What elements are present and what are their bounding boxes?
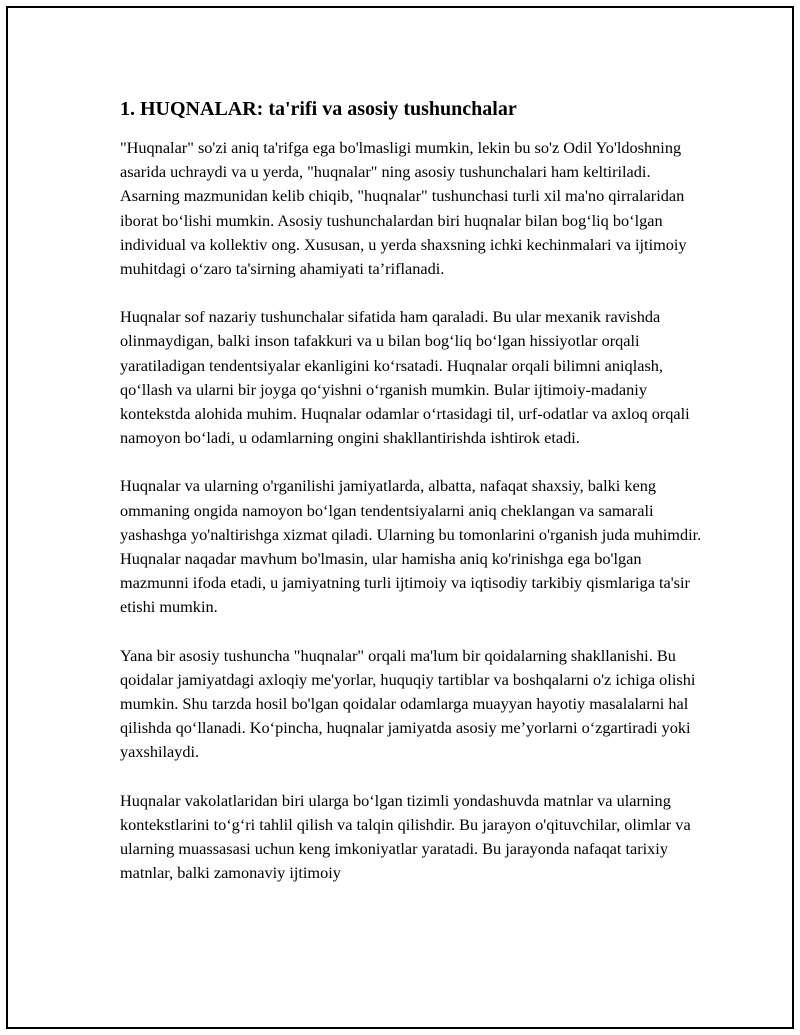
paragraph-1: "Huqnalar" so'zi aniq ta'rifga ega bo'lmasligi mumkin, lekin bu so'z Odil Yo'ldoshning asarida uchraydi va u yerda, "huqnalar" ning asosiy tushunchalari ham keltiriladi. Asarning mazmunidan kelib chiqib, "huqnalar" tushunchasi turli xil ma'no qirralaridan iborat bo‘lishi mumkin. Asosiy tushunchalardan biri huqnalar bilan bog‘liq bo‘lgan individual va kollektiv ong. Xususan, u yerda shaxsning ichki kechinmalari va ijtimoiy muhitdagi o‘zaro ta'sirning ahamiyati ta’riflanadi. (120, 138, 687, 279)
paragraph-2: Huqnalar sof nazariy tushunchalar sifatida ham qaraladi. Bu ular mexanik ravishda olinmaydigan, balki inson tafakkuri va u bilan bog‘liq bo‘lgan hissiyotlar orqali yaratiladigan tendentsiyalar ekanligini ko‘rsatadi. Huqnalar orqali bilimni aniqlash, qo‘llash va ularni bir joyga qo‘yishni o‘rganish mumkin. Bular ijtimoiy-madaniy kontekstda alohida muhim. Huqnalar odamlar o‘rtasidagi til, urf-odatlar va axloq orqali namoyon bo‘ladi, u odamlarning ongini shakllantirishda ishtirok etadi. (120, 307, 690, 448)
section-heading: 1. HUQNALAR: ta'rifi va asosiy tushunchalar (120, 98, 517, 120)
document-page (6, 6, 794, 1029)
paragraph-5: Huqnalar vakolatlaridan biri ularga bo‘lgan tizimli yondashuvda matnlar va ularning kontekstlarini to‘g‘ri tahlil qilish va talqin qilishdir. Bu jarayon o'qituvchilar, olimlar va ularning muassasasi uchun keng imkoniyatlar yaratadi. Bu jarayonda nafaqat tarixiy matnlar, balki zamonaviy ijtimoiy (120, 790, 691, 883)
paragraph-3: Huqnalar va ularning o'rganilishi jamiyatlarda, albatta, nafaqat shaxsiy, balki keng ommaning ongida namoyon bo‘lgan tendentsiyalarni aniq cheklangan va samarali yashashga yo'naltirishga xizmat qiladi. Ularning bu tomonlarini o'rganish juda muhimdir. Huqnalar naqadar mavhum bo'lmasin, ular hamisha aniq ko'rinishga ega bo'lgan mazmunni ifoda etadi, u jamiyatning turli ijtimoiy va iqtisodiy tarkibiy qismlariga ta'sir etishi mumkin. (120, 476, 702, 617)
paragraph-4: Yana bir asosiy tushuncha "huqnalar" orqali ma'lum bir qoidalarning shakllanishi. Bu qoidalar jamiyatdagi axloqiy me'yorlar, huquqiy tartiblar va boshqalarni o'z ichiga olishi mumkin. Shu tarzda hosil bo'lgan qoidalar odamlarga muayyan hayotiy masalalarni hal qilishda qo‘llanadi. Ko‘pincha, huqnalar jamiyatda asosiy me’yorlarni o‘zgartiradi yoki yaxshilaydi. (120, 645, 696, 762)
document-body (120, 96, 705, 909)
